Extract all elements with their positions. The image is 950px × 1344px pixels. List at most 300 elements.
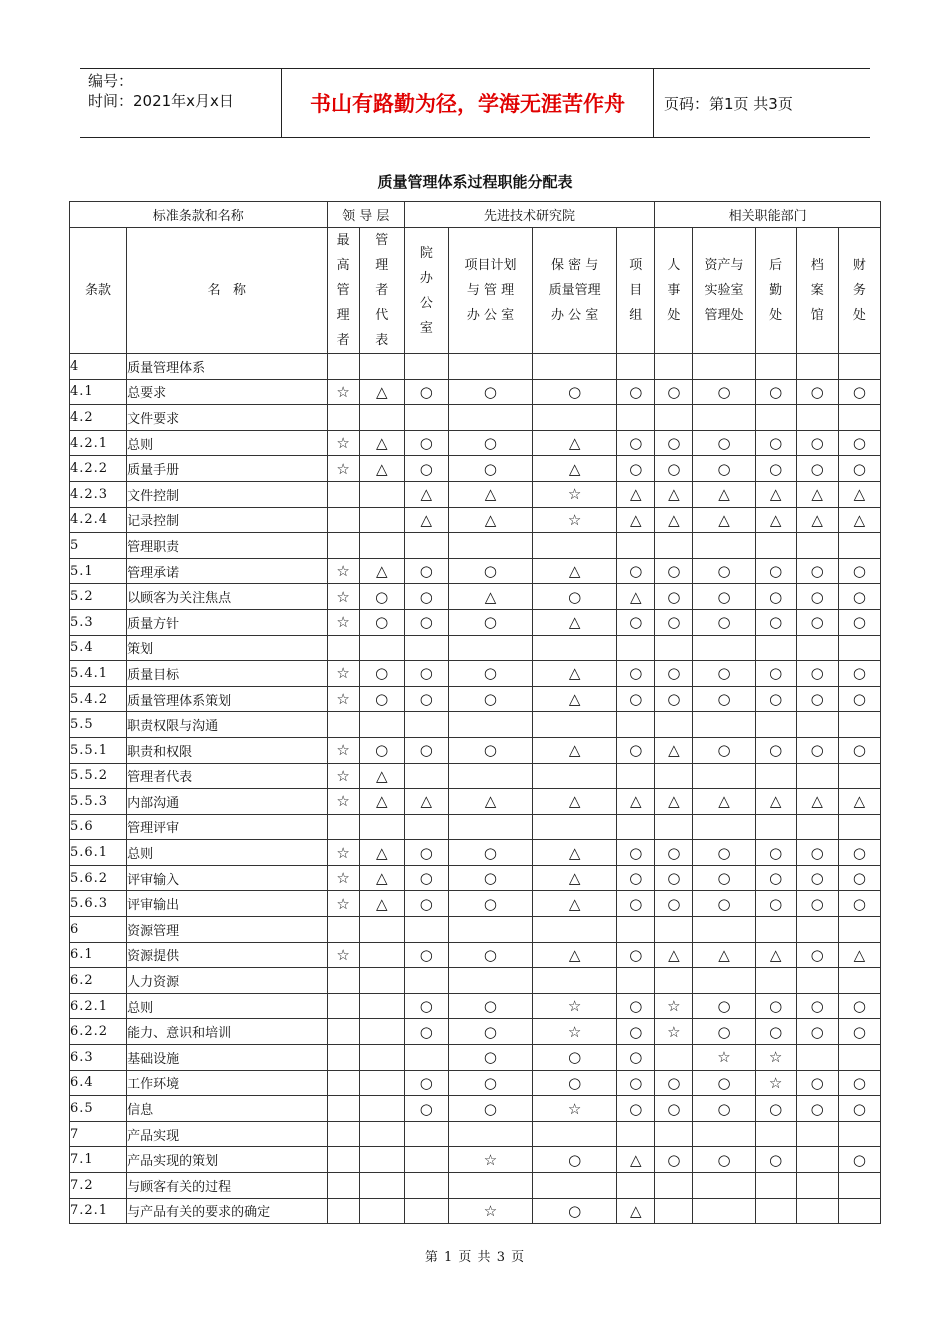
responsibility-mark: △ <box>617 789 655 815</box>
responsibility-mark: ○ <box>448 1045 532 1071</box>
responsibility-mark: △ <box>359 891 404 917</box>
clause-name-cell: 管理者代表 <box>127 763 327 789</box>
responsibility-mark: ○ <box>796 456 838 482</box>
col-header-hr: 人事处 <box>655 228 693 354</box>
responsibility-mark <box>655 917 693 943</box>
responsibility-mark: ○ <box>655 379 693 405</box>
responsibility-mark: △ <box>533 456 617 482</box>
clause-name-cell: 质量方针 <box>127 609 327 635</box>
clause-cell: 6.3 <box>70 1045 127 1071</box>
responsibility-mark: ○ <box>755 584 796 610</box>
responsibility-mark: △ <box>533 865 617 891</box>
responsibility-mark: ○ <box>448 430 532 456</box>
responsibility-mark <box>359 533 404 559</box>
responsibility-mark: ○ <box>693 661 755 687</box>
responsibility-mark <box>448 533 532 559</box>
table-row <box>70 533 881 559</box>
responsibility-mark <box>404 1121 448 1147</box>
responsibility-mark <box>359 354 404 380</box>
clause-cell: 7.1 <box>70 1147 127 1173</box>
responsibility-mark <box>755 354 796 380</box>
responsibility-mark: ○ <box>448 1019 532 1045</box>
group-header-institute: 先进技术研究院 <box>404 202 655 228</box>
responsibility-mark: △ <box>533 430 617 456</box>
clause-cell: 5.4 <box>70 635 127 661</box>
responsibility-mark: ○ <box>448 661 532 687</box>
responsibility-mark <box>617 814 655 840</box>
responsibility-mark: △ <box>404 481 448 507</box>
responsibility-mark <box>404 635 448 661</box>
responsibility-mark: ○ <box>448 1096 532 1122</box>
responsibility-mark: ○ <box>693 609 755 635</box>
responsibility-mark <box>655 968 693 994</box>
responsibility-mark: ○ <box>617 865 655 891</box>
responsibility-mark <box>796 763 838 789</box>
responsibility-mark: △ <box>448 481 532 507</box>
responsibility-mark: ○ <box>404 661 448 687</box>
responsibility-mark: ○ <box>655 1070 693 1096</box>
responsibility-mark: △ <box>755 481 796 507</box>
clause-name-cell: 基础设施 <box>127 1045 327 1071</box>
responsibility-mark: ○ <box>448 558 532 584</box>
responsibility-mark: ○ <box>755 737 796 763</box>
responsibility-mark: ○ <box>755 430 796 456</box>
responsibility-mark: ○ <box>617 737 655 763</box>
responsibility-mark: ○ <box>448 993 532 1019</box>
table-row <box>70 763 881 789</box>
responsibility-mark: ○ <box>838 865 880 891</box>
responsibility-mark <box>327 481 359 507</box>
responsibility-mark <box>448 405 532 431</box>
responsibility-mark <box>448 354 532 380</box>
responsibility-mark: ○ <box>617 891 655 917</box>
responsibility-mark <box>693 405 755 431</box>
responsibility-mark: ○ <box>448 686 532 712</box>
responsibility-mark: ○ <box>655 430 693 456</box>
page-footer: 第 1 页 共 3 页 <box>424 1250 526 1265</box>
table-row <box>70 968 881 994</box>
responsibility-mark <box>796 1147 838 1173</box>
clause-name-cell: 资源管理 <box>127 917 327 943</box>
responsibility-mark: ○ <box>404 1070 448 1096</box>
responsibility-mark <box>755 968 796 994</box>
responsibility-mark: ○ <box>617 993 655 1019</box>
responsibility-mark: ☆ <box>448 1147 532 1173</box>
col-header-finance: 财务处 <box>838 228 880 354</box>
responsibility-mark <box>693 968 755 994</box>
responsibility-mark: ○ <box>617 456 655 482</box>
header-page-label: 页码：第1页 共3页 <box>664 94 793 113</box>
responsibility-mark <box>359 1173 404 1199</box>
clause-cell: 6.5 <box>70 1096 127 1122</box>
responsibility-mark <box>693 533 755 559</box>
responsibility-mark: ○ <box>838 1019 880 1045</box>
responsibility-mark <box>327 1147 359 1173</box>
responsibility-mark <box>796 712 838 738</box>
responsibility-mark <box>327 405 359 431</box>
table-row <box>70 712 881 738</box>
table-row <box>70 942 881 968</box>
clause-cell: 4.2 <box>70 405 127 431</box>
table-row <box>70 354 881 380</box>
responsibility-mark <box>617 1121 655 1147</box>
responsibility-mark: ☆ <box>327 456 359 482</box>
responsibility-mark <box>796 405 838 431</box>
responsibility-mark <box>404 917 448 943</box>
responsibility-mark <box>655 354 693 380</box>
responsibility-mark: △ <box>533 789 617 815</box>
clause-name-cell: 记录控制 <box>127 507 327 533</box>
responsibility-mark: △ <box>838 789 880 815</box>
responsibility-mark <box>359 1121 404 1147</box>
responsibility-mark <box>693 712 755 738</box>
clause-cell: 6.2 <box>70 968 127 994</box>
responsibility-mark <box>327 1045 359 1071</box>
responsibility-mark <box>655 1121 693 1147</box>
responsibility-mark <box>404 814 448 840</box>
table-row <box>70 635 881 661</box>
responsibility-mark <box>655 1173 693 1199</box>
responsibility-mark <box>693 1121 755 1147</box>
responsibility-mark <box>617 533 655 559</box>
document-date-label: 时间：2021年x月x日 <box>88 92 234 110</box>
responsibility-mark: ○ <box>655 686 693 712</box>
responsibility-mark: ☆ <box>327 891 359 917</box>
col-header-assets-lab: 资产与实验室管理处 <box>693 228 755 354</box>
responsibility-mark: △ <box>404 789 448 815</box>
col-header-name: 名 称 <box>127 228 327 354</box>
responsibility-mark: ○ <box>693 737 755 763</box>
responsibility-mark: ○ <box>404 379 448 405</box>
clause-name-cell: 策划 <box>127 635 327 661</box>
responsibility-mark: △ <box>755 942 796 968</box>
responsibility-mark: ○ <box>838 1096 880 1122</box>
responsibility-mark <box>359 1096 404 1122</box>
responsibility-mark: △ <box>359 840 404 866</box>
clause-name-cell: 管理承诺 <box>127 558 327 584</box>
clause-cell: 5.6 <box>70 814 127 840</box>
responsibility-mark <box>404 405 448 431</box>
responsibility-mark <box>755 635 796 661</box>
responsibility-mark <box>448 1173 532 1199</box>
responsibility-mark: ○ <box>617 1070 655 1096</box>
group-header-standard: 标准条款和名称 <box>70 202 328 228</box>
responsibility-mark: ○ <box>693 558 755 584</box>
table-row <box>70 891 881 917</box>
responsibility-mark <box>533 1173 617 1199</box>
clause-name-cell: 工作环境 <box>127 1070 327 1096</box>
col-header-clause: 条款 <box>70 228 127 354</box>
responsibility-mark: ○ <box>448 456 532 482</box>
responsibility-mark: △ <box>655 481 693 507</box>
responsibility-mark <box>655 763 693 789</box>
responsibility-mark <box>617 635 655 661</box>
responsibility-mark <box>617 712 655 738</box>
table-row <box>70 789 881 815</box>
responsibility-mark <box>359 635 404 661</box>
clause-name-cell: 资源提供 <box>127 942 327 968</box>
responsibility-mark: △ <box>448 507 532 533</box>
responsibility-mark: ○ <box>755 558 796 584</box>
responsibility-mark <box>359 968 404 994</box>
responsibility-mark: △ <box>448 584 532 610</box>
clause-cell: 5.5 <box>70 712 127 738</box>
clause-name-cell: 能力、意识和培训 <box>127 1019 327 1045</box>
responsibility-mark: ○ <box>693 1070 755 1096</box>
responsibility-mark: △ <box>655 737 693 763</box>
responsibility-mark <box>359 814 404 840</box>
responsibility-mark: ○ <box>617 558 655 584</box>
responsibility-mark: △ <box>404 507 448 533</box>
responsibility-mark: △ <box>359 456 404 482</box>
table-row <box>70 865 881 891</box>
responsibility-mark: ○ <box>448 737 532 763</box>
clause-cell: 5.5.1 <box>70 737 127 763</box>
responsibility-mark <box>359 1070 404 1096</box>
responsibility-mark: ☆ <box>533 1096 617 1122</box>
col-header-top-manager: 最高管理者 <box>327 228 359 354</box>
responsibility-mark: ○ <box>755 1096 796 1122</box>
responsibility-mark <box>327 1198 359 1224</box>
group-header-leadership: 领 导 层 <box>327 202 404 228</box>
clause-name-cell: 评审输入 <box>127 865 327 891</box>
responsibility-mark <box>327 1121 359 1147</box>
responsibility-mark: ○ <box>404 1019 448 1045</box>
responsibility-mark: ○ <box>838 609 880 635</box>
responsibility-mark <box>655 635 693 661</box>
responsibility-mark <box>359 942 404 968</box>
responsibility-mark: ○ <box>755 840 796 866</box>
clause-cell: 5.6.2 <box>70 865 127 891</box>
responsibility-mark: ○ <box>796 737 838 763</box>
responsibility-mark <box>693 763 755 789</box>
responsibility-mark: ○ <box>796 993 838 1019</box>
responsibility-mark <box>617 354 655 380</box>
responsibility-mark: △ <box>693 507 755 533</box>
responsibility-mark: ○ <box>838 379 880 405</box>
responsibility-mark: ☆ <box>327 661 359 687</box>
responsibility-mark: ○ <box>838 430 880 456</box>
col-header-mgmt-rep: 管理者代表 <box>359 228 404 354</box>
responsibility-mark: ○ <box>617 430 655 456</box>
responsibility-mark <box>404 533 448 559</box>
clause-cell: 7.2 <box>70 1173 127 1199</box>
responsibility-mark: ○ <box>404 430 448 456</box>
responsibility-mark: ○ <box>359 737 404 763</box>
responsibility-mark: △ <box>448 789 532 815</box>
page-header <box>80 68 870 138</box>
responsibility-mark <box>796 1045 838 1071</box>
responsibility-mark: ○ <box>693 840 755 866</box>
clause-cell: 5.1 <box>70 558 127 584</box>
responsibility-mark: ○ <box>796 661 838 687</box>
table-row <box>70 558 881 584</box>
responsibility-mark: ○ <box>655 891 693 917</box>
responsibility-mark <box>796 533 838 559</box>
responsibility-mark <box>533 635 617 661</box>
responsibility-mark: ○ <box>796 558 838 584</box>
table-row <box>70 993 881 1019</box>
responsibility-mark <box>796 814 838 840</box>
responsibility-mark <box>655 533 693 559</box>
responsibility-mark: ☆ <box>327 584 359 610</box>
responsibility-mark: ○ <box>693 1147 755 1173</box>
responsibility-mark <box>448 814 532 840</box>
responsibility-mark: ○ <box>796 1096 838 1122</box>
responsibility-mark: ○ <box>617 661 655 687</box>
responsibility-mark <box>838 814 880 840</box>
responsibility-mark: ○ <box>838 891 880 917</box>
responsibility-mark: △ <box>533 737 617 763</box>
responsibility-mark: ○ <box>693 584 755 610</box>
responsibility-mark: ○ <box>404 993 448 1019</box>
responsibility-mark: ☆ <box>327 686 359 712</box>
clause-cell: 6.1 <box>70 942 127 968</box>
table-row <box>70 1147 881 1173</box>
responsibility-mark <box>359 405 404 431</box>
responsibility-mark: ○ <box>448 609 532 635</box>
responsibility-mark <box>838 1198 880 1224</box>
responsibility-mark <box>796 635 838 661</box>
responsibility-mark <box>448 635 532 661</box>
responsibility-mark: △ <box>359 789 404 815</box>
responsibility-mark: ○ <box>404 891 448 917</box>
responsibility-mark: △ <box>533 686 617 712</box>
responsibility-mark <box>327 1173 359 1199</box>
responsibility-mark: △ <box>838 942 880 968</box>
responsibility-mark: ○ <box>755 865 796 891</box>
responsibility-mark: ○ <box>655 1096 693 1122</box>
responsibility-mark: ○ <box>359 584 404 610</box>
responsibility-mark: ○ <box>838 661 880 687</box>
responsibility-mark <box>533 917 617 943</box>
clause-cell: 5.3 <box>70 609 127 635</box>
responsibility-mark: △ <box>533 942 617 968</box>
responsibility-mark <box>327 814 359 840</box>
clause-cell: 6 <box>70 917 127 943</box>
table-row <box>70 1096 881 1122</box>
col-header-project-office: 项目计划与 管 理办 公 室 <box>448 228 532 354</box>
responsibility-mark <box>838 968 880 994</box>
responsibility-mark: ○ <box>533 1147 617 1173</box>
responsibility-mark <box>838 763 880 789</box>
responsibility-mark: ○ <box>838 558 880 584</box>
clause-cell: 6.2.2 <box>70 1019 127 1045</box>
responsibility-mark: ○ <box>838 456 880 482</box>
responsibility-mark <box>655 814 693 840</box>
responsibility-mark: ○ <box>404 686 448 712</box>
responsibility-mark <box>655 1198 693 1224</box>
responsibility-mark: △ <box>359 558 404 584</box>
responsibility-mark: ○ <box>617 609 655 635</box>
responsibility-mark: ○ <box>796 865 838 891</box>
col-header-office: 院办公室 <box>404 228 448 354</box>
responsibility-mark: ☆ <box>327 609 359 635</box>
responsibility-mark <box>448 763 532 789</box>
responsibility-mark <box>327 1070 359 1096</box>
responsibility-mark: ○ <box>617 942 655 968</box>
responsibility-mark: ○ <box>533 379 617 405</box>
responsibility-mark <box>404 354 448 380</box>
responsibility-mark <box>448 917 532 943</box>
responsibility-mark: ○ <box>796 942 838 968</box>
responsibility-mark <box>755 533 796 559</box>
responsibility-mark: ○ <box>655 1147 693 1173</box>
responsibility-mark: ○ <box>448 942 532 968</box>
responsibility-mark: ○ <box>755 993 796 1019</box>
responsibility-mark: △ <box>693 942 755 968</box>
responsibility-mark <box>755 1121 796 1147</box>
table-row <box>70 1173 881 1199</box>
responsibility-mark: ○ <box>655 456 693 482</box>
responsibility-mark: ○ <box>838 1147 880 1173</box>
clause-name-cell: 总则 <box>127 840 327 866</box>
clause-name-cell: 与顾客有关的过程 <box>127 1173 327 1199</box>
responsibility-mark: △ <box>655 942 693 968</box>
responsibility-mark: ☆ <box>327 865 359 891</box>
responsibility-mark: ○ <box>693 456 755 482</box>
responsibility-mark: ○ <box>796 584 838 610</box>
responsibility-mark <box>755 712 796 738</box>
table-row <box>70 405 881 431</box>
col-header-project-team: 项目组 <box>617 228 655 354</box>
responsibility-mark: ○ <box>796 840 838 866</box>
responsibility-mark: ○ <box>693 379 755 405</box>
table-row <box>70 1198 881 1224</box>
responsibility-mark: △ <box>617 481 655 507</box>
responsibility-mark: ○ <box>448 865 532 891</box>
responsibility-mark <box>359 1198 404 1224</box>
clause-name-cell: 总则 <box>127 430 327 456</box>
responsibility-mark: △ <box>533 609 617 635</box>
responsibility-mark <box>617 968 655 994</box>
responsibility-mark: ○ <box>655 558 693 584</box>
responsibility-mark: ○ <box>404 609 448 635</box>
responsibility-mark <box>655 1045 693 1071</box>
document-title: 质量管理体系过程职能分配表 <box>377 173 573 191</box>
document-number-label: 编号： <box>88 72 134 90</box>
responsibility-mark: ○ <box>796 891 838 917</box>
responsibility-mark <box>796 1121 838 1147</box>
responsibility-mark: ○ <box>404 942 448 968</box>
table-row <box>70 430 881 456</box>
responsibility-mark <box>838 635 880 661</box>
clause-name-cell: 信息 <box>127 1096 327 1122</box>
clause-cell: 5.6.3 <box>70 891 127 917</box>
clause-cell: 7.2.1 <box>70 1198 127 1224</box>
responsibility-mark: △ <box>359 430 404 456</box>
clause-name-cell: 产品实现的策划 <box>127 1147 327 1173</box>
responsibility-mark: ☆ <box>327 558 359 584</box>
clause-name-cell: 内部沟通 <box>127 789 327 815</box>
responsibility-mark: △ <box>838 481 880 507</box>
responsibility-mark <box>448 1121 532 1147</box>
responsibility-mark <box>404 1045 448 1071</box>
responsibility-mark <box>838 917 880 943</box>
table-row <box>70 1121 881 1147</box>
responsibility-mark: △ <box>359 763 404 789</box>
responsibility-mark <box>838 712 880 738</box>
responsibility-mark: ○ <box>448 840 532 866</box>
responsibility-mark: ○ <box>655 661 693 687</box>
responsibility-mark: ○ <box>617 840 655 866</box>
responsibility-mark: △ <box>693 481 755 507</box>
responsibility-mark: ☆ <box>533 1019 617 1045</box>
responsibility-mark: ☆ <box>655 1019 693 1045</box>
responsibility-mark <box>755 1198 796 1224</box>
responsibility-mark: ○ <box>617 379 655 405</box>
responsibility-mark <box>448 968 532 994</box>
